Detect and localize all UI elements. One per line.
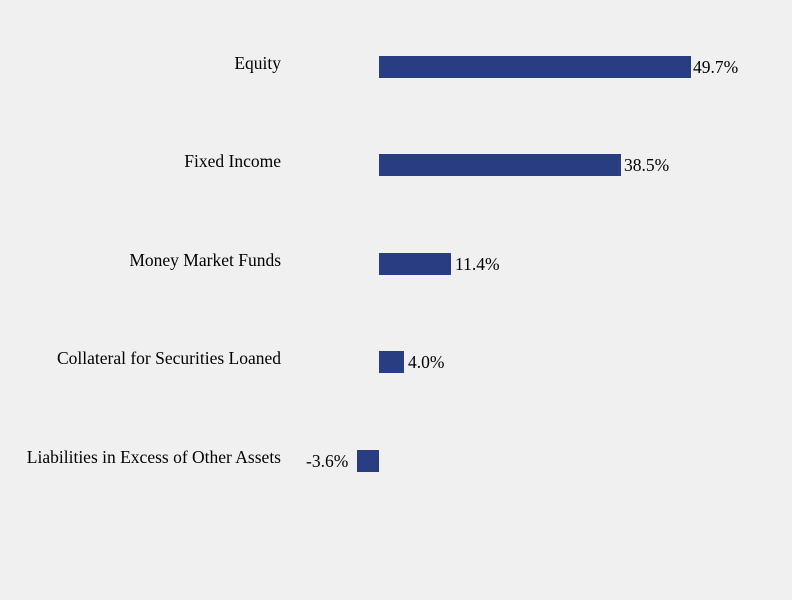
bar-track — [281, 112, 792, 212]
category-label: Money Market Funds — [129, 250, 281, 271]
category-label: Fixed Income — [184, 151, 281, 172]
bar-value-label: 11.4% — [455, 254, 500, 274]
bar — [379, 351, 404, 373]
bar-value-label: 4.0% — [408, 352, 445, 372]
chart-row — [0, 112, 792, 212]
bar-value-label: -3.6% — [306, 451, 349, 471]
chart-row — [0, 14, 792, 114]
bar-value-label: 49.7% — [693, 57, 739, 77]
bar-value-label: 38.5% — [624, 155, 670, 175]
chart-row — [0, 211, 792, 311]
bar-track — [281, 211, 792, 311]
category-label: Liabilities in Excess of Other Assets — [26, 447, 281, 468]
category-label: Collateral for Securities Loaned — [56, 348, 281, 369]
bar — [379, 56, 691, 78]
bar — [379, 154, 621, 176]
bar-track — [281, 14, 792, 114]
bar — [379, 253, 451, 275]
bar — [357, 450, 379, 472]
bar-track — [281, 408, 792, 508]
bar-area — [281, 309, 792, 409]
bar-area — [281, 408, 792, 508]
chart-row — [0, 408, 792, 508]
bar-area — [281, 112, 792, 212]
bar-area — [281, 211, 792, 311]
bar-area — [281, 14, 792, 114]
bar-track — [281, 309, 792, 409]
chart-row — [0, 309, 792, 409]
category-label: Equity — [234, 53, 281, 74]
